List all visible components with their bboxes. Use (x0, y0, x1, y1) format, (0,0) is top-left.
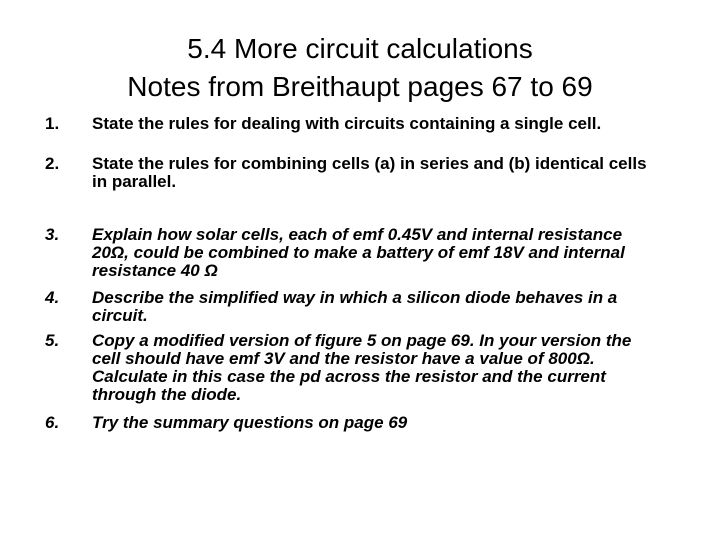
item-text: State the rules for dealing with circuits containing a single cell. (92, 114, 602, 133)
title-line-1: 5.4 More circuit calculations (187, 33, 533, 64)
item-number: 2. (45, 154, 60, 173)
item-text: Try the summary questions on page 69 (92, 413, 408, 432)
item-text: Explain how solar cells, each of emf 0.45V and internal resistance 20Ω, could be combined to make a battery of emf 18V and internal resistance 40 Ω (92, 225, 625, 280)
title-line-2: Notes from Breithaupt pages 67 to 69 (127, 71, 593, 102)
item-number: 1. (45, 114, 60, 133)
item-text: Describe the simplified way in which a silicon diode behaves in a circuit. (92, 288, 618, 325)
item-number: 6. (45, 413, 60, 432)
item-text: Copy a modified version of figure 5 on page 69. In your version the cell should have emf 3V and the resistor have a value of 800Ω. Calculate in this case the pd across the resistor and the current through the diode. (92, 331, 632, 404)
item-text: State the rules for combining cells (a) in series and (b) identical cells in parallel. (92, 154, 647, 191)
item-number: 3. (45, 225, 60, 244)
item-number: 4. (45, 288, 60, 307)
slide-title (0, 30, 720, 106)
item-number: 5. (45, 331, 60, 350)
